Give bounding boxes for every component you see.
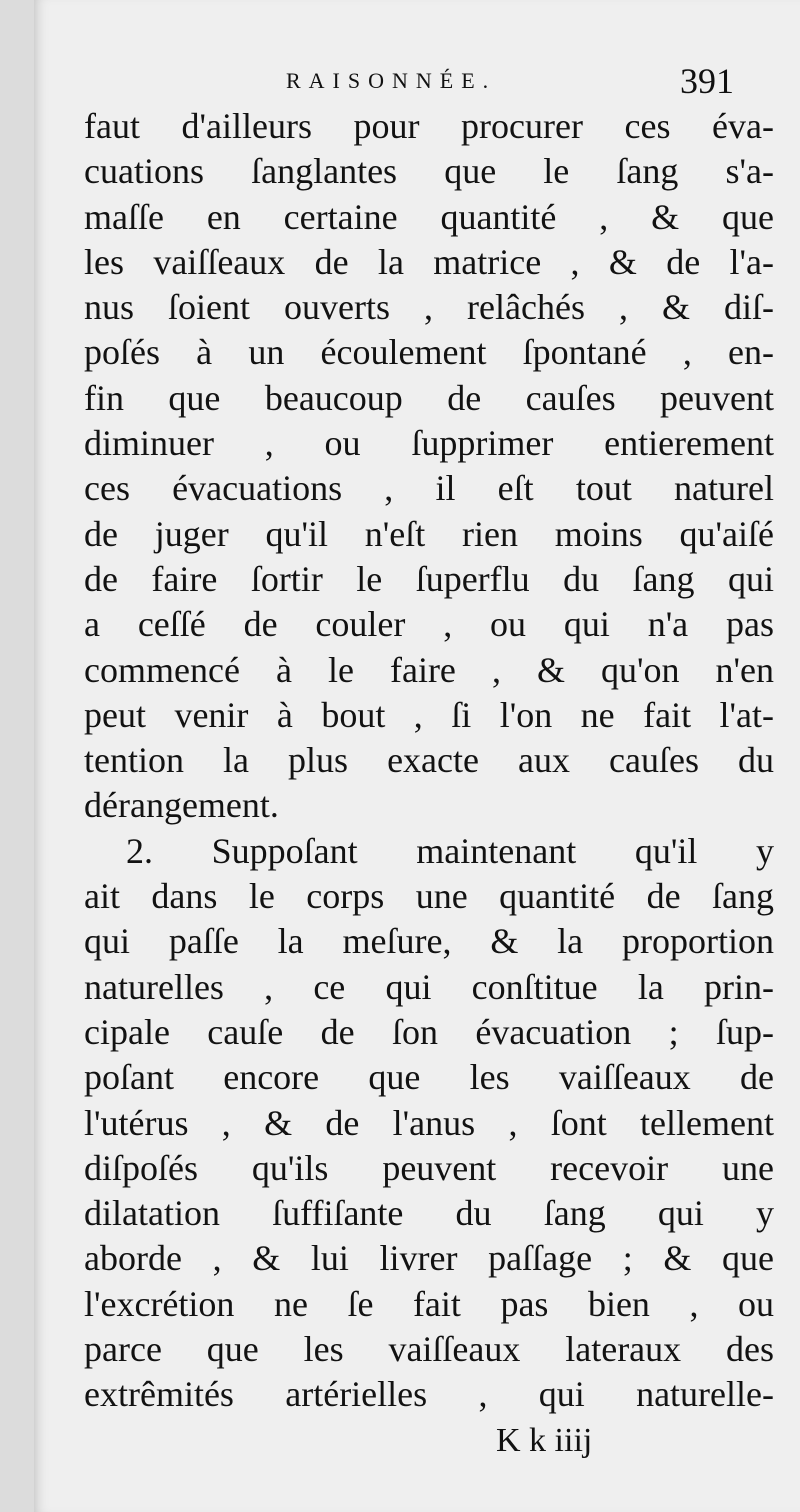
running-head: RAISONNÉE.: [286, 68, 497, 93]
text-line: de juger qu'il n'eſt rien moins qu'aiſé: [84, 513, 774, 554]
text-line: maſſe en certaine quantité , & que: [84, 196, 774, 237]
text-line: poſés à un écoulement ſpontané , en-: [84, 332, 774, 373]
text-line: commencé à le faire , & qu'on n'en: [84, 649, 774, 690]
text-line: a ceſſé de couler , ou qui n'a pas: [84, 604, 774, 645]
text-line-paragraph-start: 2. Suppoſant maintenant qu'il y: [126, 830, 774, 871]
text-line: poſant encore que les vaiſſeaux de: [84, 1057, 774, 1098]
text-line: aborde , & lui livrer paſſage ; & que: [84, 1238, 774, 1279]
text-line: diſpoſés qu'ils peuvent recevoir une: [84, 1147, 774, 1188]
text-line: diminuer , ou ſupprimer entierement: [84, 423, 774, 464]
page-header: [262, 60, 782, 110]
text-line: extrêmités artérielles , qui naturelle-: [84, 1374, 774, 1415]
text-line: ait dans le corps une quantité de ſang: [84, 876, 774, 917]
page-number: 391: [680, 61, 734, 101]
text-line: nus ſoient ouverts , relâchés , & diſ-: [84, 287, 774, 328]
text-line: ces évacuations , il eſt tout naturel: [84, 468, 774, 509]
signature-mark: K k iiij: [496, 1422, 593, 1459]
text-line: de faire ſortir le ſuperflu du ſang qui: [84, 558, 774, 599]
text-line: l'excrétion ne ſe fait pas bien , ou: [84, 1283, 774, 1324]
text-line: faut d'ailleurs pour procurer ces éva-: [84, 106, 774, 146]
text-line: les vaiſſeaux de la matrice , & de l'a-: [84, 241, 774, 282]
text-line: l'utérus , & de l'anus , ſont tellement: [84, 1102, 774, 1143]
text-line-paragraph-end: dérangement.: [84, 785, 279, 826]
text-line: naturelles , ce qui conſtitue la prin-: [84, 966, 774, 1007]
text-line: peut venir à bout , ſi l'on ne fait l'at-: [84, 694, 774, 735]
text-line: fin que beaucoup de cauſes peuvent: [84, 377, 774, 418]
text-line: tention la plus exacte aux cauſes du: [84, 740, 774, 781]
text-line: dilatation ſuffiſante du ſang qui y: [84, 1193, 774, 1234]
text-line: cipale cauſe de ſon évacuation ; ſup-: [84, 1011, 774, 1052]
book-page: [34, 0, 800, 1512]
text-line: cuations ſanglantes que le ſang s'a-: [84, 151, 774, 192]
text-line: qui paſſe la meſure, & la proportion: [84, 921, 774, 962]
body-text: [84, 104, 774, 1418]
text-line: parce que les vaiſſeaux lateraux des: [84, 1329, 774, 1370]
